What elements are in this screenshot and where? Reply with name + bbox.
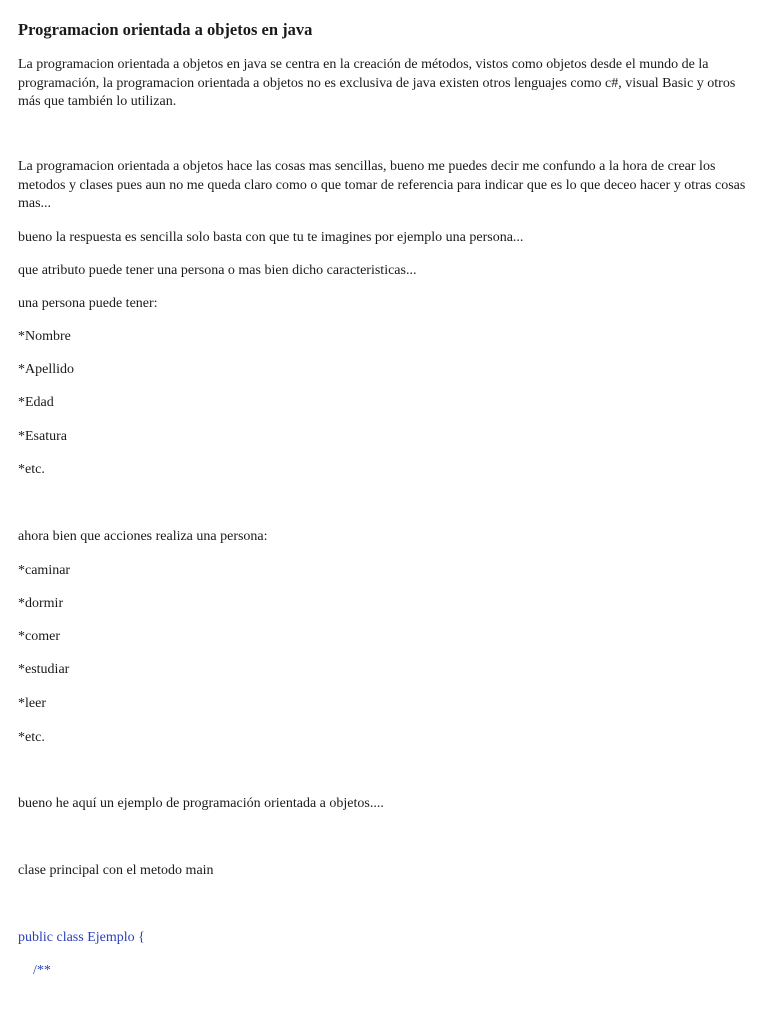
attribute-item: *Edad	[18, 395, 54, 410]
action-item: *leer	[18, 696, 46, 711]
action-item: *etc.	[18, 730, 45, 745]
code-comment-line: /**	[33, 963, 51, 978]
paragraph-4: que atributo puede tener una persona o mas bien dicho caracteristicas...	[18, 263, 417, 278]
attribute-item: *etc.	[18, 462, 45, 477]
action-item: *estudiar	[18, 662, 70, 677]
paragraph-3: bueno la respuesta es sencilla solo basta con que tu te imagines por ejemplo una persona...	[18, 230, 524, 245]
action-item: *comer	[18, 629, 60, 644]
example-intro: bueno he aquí un ejemplo de programación orientada a objetos....	[18, 796, 384, 811]
code-line: public class Ejemplo {	[18, 930, 145, 945]
attribute-item: *Esatura	[18, 429, 67, 444]
actions-intro: ahora bien que acciones realiza una persona:	[18, 529, 268, 544]
paragraph-2: La programacion orientada a objetos hace las cosas mas sencillas, bueno me puedes decir me confundo a la hora de crear los metodos y clases pues aun no me queda claro como o que tomar de referencia para indicar que es lo que deceo hacer y otras cosas mas...	[18, 159, 746, 211]
intro-paragraph: La programacion orientada a objetos en java se centra en la creación de métodos, vistos como objetos desde el mundo de la programación, la programacion orientada a objetos no es exclusiva de java existen otros lenguajes como c#, visual Basic y otros más que también lo utilizan.	[18, 57, 736, 109]
paragraph-5: una persona puede tener:	[18, 296, 158, 311]
action-item: *caminar	[18, 563, 71, 578]
action-item: *dormir	[18, 596, 64, 611]
attribute-item: *Nombre	[18, 329, 71, 344]
attribute-item: *Apellido	[18, 362, 74, 377]
main-class-note: clase principal con el metodo main	[18, 863, 214, 878]
document-title: Programacion orientada a objetos en java	[18, 20, 313, 39]
